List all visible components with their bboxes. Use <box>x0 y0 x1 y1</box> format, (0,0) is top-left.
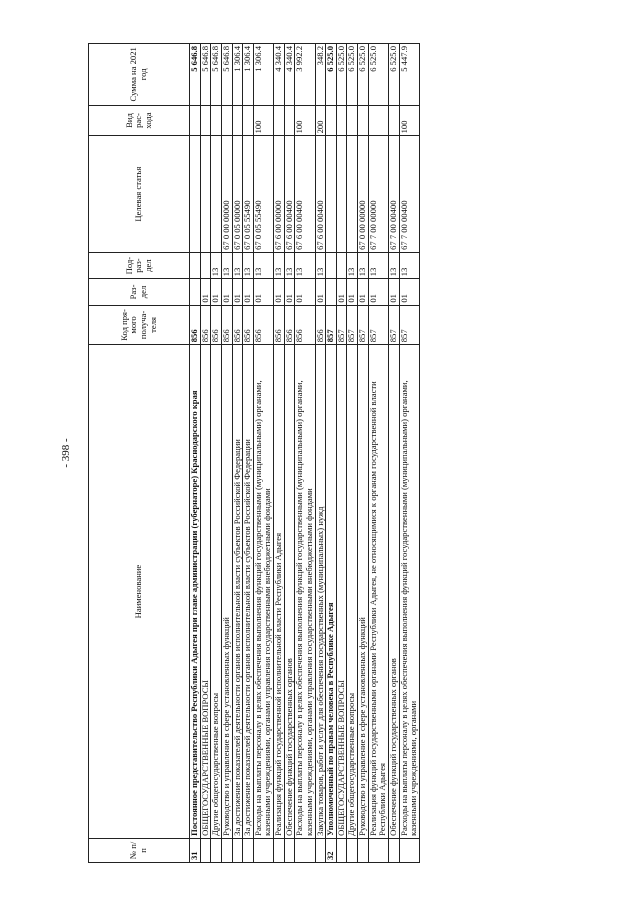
cell-no <box>274 838 285 862</box>
table-row <box>315 43 326 862</box>
cell-subsection: 13 <box>284 252 295 278</box>
cell-no <box>347 838 358 862</box>
cell-name: Реализация функций государственной исполнительной власти Республики Адыгея <box>274 344 285 838</box>
cell-sum: 1 306.4 <box>232 43 243 105</box>
cell-section: 01 <box>388 278 399 304</box>
page-number: - 398 - <box>60 437 72 468</box>
cell-name: Обеспечение функций государственных органов <box>388 344 399 838</box>
cell-no <box>388 838 399 862</box>
cell-target: 67 6 00 00400 <box>295 135 315 252</box>
cell-code: 857 <box>368 305 388 345</box>
cell-code: 857 <box>358 305 369 345</box>
cell-name: Расходы на выплаты персоналу в целях обеспечения выполнения функций государственными (муниципальными) органами, казенными учреждениями, органами <box>399 344 419 838</box>
cell-no <box>200 838 211 862</box>
cell-exptype <box>388 105 399 136</box>
cell-exptype <box>336 105 347 136</box>
cell-name: Другие общегосударственные вопросы <box>211 344 222 838</box>
cell-sum: 6 525.0 <box>336 43 347 105</box>
table-header-row <box>89 43 190 862</box>
cell-sum: 4 340.4 <box>284 43 295 105</box>
cell-name: ОБЩЕГОСУДАРСТВЕННЫЕ ВОПРОСЫ <box>200 344 211 838</box>
cell-subsection: 13 <box>388 252 399 278</box>
cell-exptype <box>232 105 243 136</box>
cell-code: 856 <box>284 305 295 345</box>
cell-target: 67 6 00 00400 <box>284 135 295 252</box>
cell-no <box>315 838 326 862</box>
cell-target: 67 0 05 00000 <box>232 135 243 252</box>
cell-target: 67 7 00 00400 <box>388 135 399 252</box>
cell-section: 01 <box>253 278 273 304</box>
cell-subsection: 13 <box>243 252 254 278</box>
cell-name: Постоянное представительство Республики Адыгея при главе администрации (губернаторе) Краснодарского края <box>190 344 201 838</box>
cell-code: 856 <box>232 305 243 345</box>
cell-target <box>211 135 222 252</box>
header-exptype: Вид рас- хода <box>89 105 190 136</box>
cell-sum: 1 306.4 <box>243 43 254 105</box>
cell-section: 01 <box>368 278 388 304</box>
cell-no: 31 <box>190 838 201 862</box>
cell-sum: 6 525.0 <box>388 43 399 105</box>
cell-exptype <box>211 105 222 136</box>
cell-subsection: 13 <box>274 252 285 278</box>
cell-target: 67 0 05 55490 <box>243 135 254 252</box>
cell-name: ОБЩЕГОСУДАРСТВЕННЫЕ ВОПРОСЫ <box>336 344 347 838</box>
table-row <box>221 43 232 862</box>
cell-target: 67 6 00 00000 <box>274 135 285 252</box>
cell-section: 01 <box>315 278 326 304</box>
cell-target: 67 0 05 55490 <box>253 135 273 252</box>
header-target: Целевая статья <box>89 135 190 252</box>
header-subsection: Под- раз- дел <box>89 252 190 278</box>
cell-section <box>326 278 337 304</box>
cell-subsection: 13 <box>315 252 326 278</box>
header-name: Наименование <box>89 344 190 838</box>
cell-section: 01 <box>347 278 358 304</box>
table-row <box>326 43 337 862</box>
cell-sum: 1 306.4 <box>253 43 273 105</box>
header-no: № п/п <box>89 838 190 862</box>
cell-exptype <box>200 105 211 136</box>
cell-section: 01 <box>399 278 419 304</box>
cell-code: 857 <box>347 305 358 345</box>
cell-target: 67 7 00 00400 <box>399 135 419 252</box>
cell-section: 01 <box>358 278 369 304</box>
cell-no <box>284 838 295 862</box>
table-row <box>295 43 315 862</box>
header-section: Раз- дел <box>89 278 190 304</box>
cell-no <box>253 838 273 862</box>
cell-subsection: 13 <box>232 252 243 278</box>
cell-no <box>368 838 388 862</box>
cell-exptype <box>243 105 254 136</box>
table-row <box>274 43 285 862</box>
cell-section: 01 <box>243 278 254 304</box>
cell-name: Реализация функций государственными органами Республики Адыгея, не относящимися к органам государственной власти Республики Адыгея <box>368 344 388 838</box>
cell-no <box>232 838 243 862</box>
cell-sum: 6 525.0 <box>347 43 358 105</box>
cell-section <box>190 278 201 304</box>
header-code: Код пря- мого получа- теля <box>89 305 190 345</box>
cell-section: 01 <box>211 278 222 304</box>
cell-target <box>336 135 347 252</box>
cell-name: Другие общегосударственные вопросы <box>347 344 358 838</box>
cell-subsection: 13 <box>399 252 419 278</box>
cell-name: За достижение показателей деятельности органов исполнительной власти субъектов Российской Федерации <box>243 344 254 838</box>
cell-sum: 6 525.0 <box>358 43 369 105</box>
cell-name: Расходы на выплаты персоналу в целях обеспечения выполнения функций государственными (муниципальными) органами, казенными учреждениями, органами управления государственными внебюджетными фондами <box>253 344 273 838</box>
cell-subsection: 13 <box>295 252 315 278</box>
cell-subsection: 13 <box>253 252 273 278</box>
cell-target: 67 0 00 00000 <box>358 135 369 252</box>
cell-code: 856 <box>315 305 326 345</box>
cell-subsection: 13 <box>221 252 232 278</box>
cell-exptype <box>190 105 201 136</box>
cell-subsection <box>200 252 211 278</box>
cell-exptype <box>274 105 285 136</box>
table-row <box>358 43 369 862</box>
table-row <box>190 43 201 862</box>
table-row <box>399 43 419 862</box>
cell-target <box>200 135 211 252</box>
cell-subsection: 13 <box>347 252 358 278</box>
cell-no <box>336 838 347 862</box>
cell-code: 856 <box>221 305 232 345</box>
cell-name: Расходы на выплаты персоналу в целях обеспечения выполнения функций государственными (муниципальными) органами, казенными учреждениями, органами управления государственными внебюджетными фондами <box>295 344 315 838</box>
table-row <box>388 43 399 862</box>
cell-code: 856 <box>243 305 254 345</box>
cell-sum: 5 447.9 <box>399 43 419 105</box>
cell-sum: 5 646.8 <box>211 43 222 105</box>
cell-name: Закупка товаров, работ и услуг для обеспечения государственных (муниципальных) нужд <box>315 344 326 838</box>
cell-no <box>295 838 315 862</box>
cell-exptype <box>284 105 295 136</box>
cell-subsection <box>326 252 337 278</box>
cell-section: 01 <box>274 278 285 304</box>
cell-code: 856 <box>295 305 315 345</box>
cell-name: Руководство и управление в сфере установленных функций <box>358 344 369 838</box>
cell-target <box>190 135 201 252</box>
table-row <box>284 43 295 862</box>
table-row <box>368 43 388 862</box>
cell-no <box>243 838 254 862</box>
cell-no <box>399 838 419 862</box>
cell-sum: 348.2 <box>315 43 326 105</box>
cell-target <box>326 135 337 252</box>
cell-sum: 6 525.0 <box>326 43 337 105</box>
cell-exptype <box>347 105 358 136</box>
cell-section: 01 <box>295 278 315 304</box>
cell-target: 67 0 00 00000 <box>221 135 232 252</box>
table-row <box>232 43 243 862</box>
cell-code: 857 <box>336 305 347 345</box>
cell-no <box>221 838 232 862</box>
cell-exptype <box>358 105 369 136</box>
table-row <box>336 43 347 862</box>
cell-subsection: 13 <box>368 252 388 278</box>
cell-code: 856 <box>200 305 211 345</box>
budget-table <box>88 43 420 863</box>
table-row <box>253 43 273 862</box>
cell-code: 856 <box>190 305 201 345</box>
cell-exptype: 200 <box>315 105 326 136</box>
cell-exptype: 100 <box>399 105 419 136</box>
cell-code: 856 <box>274 305 285 345</box>
cell-sum: 3 992.2 <box>295 43 315 105</box>
cell-section: 01 <box>284 278 295 304</box>
table-row <box>211 43 222 862</box>
cell-target: 67 6 00 00400 <box>315 135 326 252</box>
cell-name: Руководство и управление в сфере установленных функций <box>221 344 232 838</box>
cell-section: 01 <box>200 278 211 304</box>
cell-target: 67 7 00 00000 <box>368 135 388 252</box>
cell-code: 857 <box>399 305 419 345</box>
cell-code: 857 <box>388 305 399 345</box>
cell-section: 01 <box>232 278 243 304</box>
cell-code: 857 <box>326 305 337 345</box>
cell-no <box>211 838 222 862</box>
cell-code: 856 <box>211 305 222 345</box>
document-page <box>60 33 580 873</box>
cell-sum: 5 646.8 <box>190 43 201 105</box>
header-sum: Сумма на 2021 год <box>89 43 190 105</box>
table-row <box>243 43 254 862</box>
cell-exptype: 100 <box>295 105 315 136</box>
cell-sum: 5 646.8 <box>200 43 211 105</box>
cell-section: 01 <box>336 278 347 304</box>
cell-subsection <box>336 252 347 278</box>
cell-name: За достижение показателей деятельности органов исполнительной власти субъектов Российской Федерации <box>232 344 243 838</box>
cell-sum: 6 525.0 <box>368 43 388 105</box>
cell-subsection: 13 <box>358 252 369 278</box>
cell-code: 856 <box>253 305 273 345</box>
cell-exptype <box>368 105 388 136</box>
cell-name: Обеспечение функций государственных органов <box>284 344 295 838</box>
cell-no: 32 <box>326 838 337 862</box>
cell-target <box>347 135 358 252</box>
table-row <box>200 43 211 862</box>
cell-exptype: 100 <box>253 105 273 136</box>
cell-exptype <box>221 105 232 136</box>
cell-section: 01 <box>221 278 232 304</box>
cell-subsection: 13 <box>211 252 222 278</box>
cell-subsection <box>190 252 201 278</box>
cell-no <box>358 838 369 862</box>
table-row <box>347 43 358 862</box>
cell-exptype <box>326 105 337 136</box>
cell-name: Уполномоченный по правам человека в Республике Адыгея <box>326 344 337 838</box>
cell-sum: 5 646.8 <box>221 43 232 105</box>
cell-sum: 4 340.4 <box>274 43 285 105</box>
